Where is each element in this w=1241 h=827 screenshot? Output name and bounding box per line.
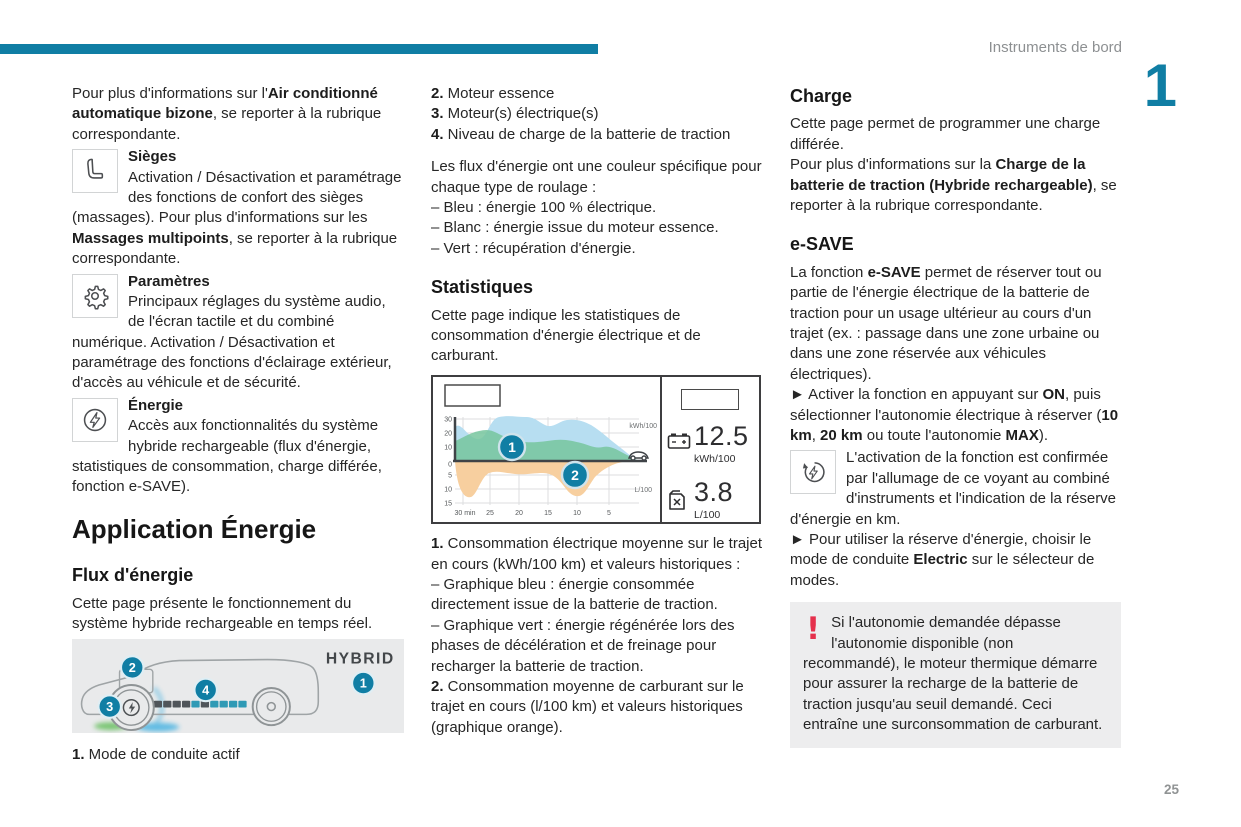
list-item: 3. Moteur(s) électrique(s) (431, 105, 599, 123)
electric-unit: kWh/100 (694, 452, 736, 465)
svg-text:15: 15 (544, 509, 552, 517)
svg-text:10: 10 (573, 509, 581, 517)
column-right (790, 84, 1121, 748)
consumption-chart (433, 377, 660, 520)
battery-icon (667, 432, 694, 456)
screen-tab-button (681, 389, 739, 410)
heading-statistiques: Statistiques (431, 277, 534, 298)
gear-icon (72, 274, 118, 318)
esave-indicator-icon (790, 450, 836, 494)
diagram-caption-1: 1. Mode de conduite actif (72, 746, 240, 764)
screen-tab-button (445, 385, 500, 406)
section-parametres (72, 272, 404, 394)
svg-text:2: 2 (128, 660, 136, 676)
chart-area-orange (455, 461, 631, 497)
energy-icon (72, 398, 118, 442)
svg-text:3: 3 (106, 699, 114, 715)
svg-text:20: 20 (444, 430, 452, 438)
svg-text:15: 15 (444, 500, 452, 508)
list-item: 2. Moteur essence (431, 85, 555, 102)
fuel-readout (667, 479, 759, 522)
section-title-sieges: Sièges (128, 148, 177, 166)
car-icon (629, 452, 648, 460)
svg-text:10: 10 (444, 444, 452, 452)
unit-label-kwh: kWh/100 (629, 422, 657, 430)
svg-text:30 min: 30 min (454, 509, 476, 517)
section-title-energie: Énergie (128, 396, 184, 414)
hybrid-car-illustration (72, 639, 404, 733)
charge-paragraph-1: Cette page permet de programmer une charge différée. (790, 115, 1101, 153)
flux-color-blanc: – Blanc : énergie issue du moteur essence. (431, 219, 719, 237)
electric-readout (667, 420, 759, 466)
legend-1: 1. Consommation électrique moyenne sur le trajet en cours (kWh/100 km) et valeurs historiques : (431, 535, 763, 573)
flux-colors-intro: Les flux d'énergie ont une couleur spécifique pour chaque type de roulage : (431, 158, 762, 196)
svg-text:25: 25 (486, 509, 494, 517)
svg-text:5: 5 (607, 509, 611, 517)
svg-text:10: 10 (444, 486, 452, 494)
column-left (72, 84, 404, 766)
accent-bar (0, 44, 598, 54)
heading-esave: e-SAVE (790, 234, 854, 255)
section-energie (72, 396, 404, 498)
hybrid-label: HYBRID (325, 650, 395, 668)
fuel-unit: L/100 (694, 509, 721, 522)
warning-text: Si l'autonomie demandée dépasse l'autonomie disponible (non recommandé), le moteur thermique démarre pour assurer la recharge de la batterie de traction jusqu'au seuil demandé. Ceci entraîne une surconsommation de carburant. (803, 614, 1103, 734)
unit-label-l: L/100 (634, 486, 652, 494)
traction-battery-bar (154, 701, 247, 708)
esave-paragraph-1: La fonction e-SAVE permet de réserver tout ou partie de l'énergie électrique de la batterie de traction pour un usage ultérieur au cours d'un trajet (ex. : passage dans une zone urbaine ou dans une zone réservée aux véhicules électriques). (790, 263, 1102, 383)
legend-1-bleu: – Graphique bleu : énergie consommée directement issue de la batterie de traction. (431, 576, 718, 614)
heading-flux: Flux d'énergie (72, 565, 194, 586)
heading-charge: Charge (790, 86, 853, 106)
esave-indicator-text: L'activation de la fonction est confirmée par l'allumage de ce voyant au combiné d'instruments et l'indication de la réserve d'énergie en km. (790, 449, 1117, 528)
svg-text:0: 0 (448, 461, 452, 469)
stats-paragraph: Cette page indique les statistiques de consommation d'énergie électrique et de carburant. (431, 306, 701, 365)
page-number: 25 (1163, 782, 1179, 797)
electric-value: 12.5 (694, 420, 749, 451)
section-body-energie: Accès aux fonctionnalités du système hybride rechargeable (flux d'énergie, statistiques de consommation, charge différée, fonction e-SAVE). (72, 417, 382, 496)
fuel-can-icon (667, 488, 694, 518)
flux-color-vert: – Vert : récupération d'énergie. (431, 239, 636, 257)
section-body-parametres: Principaux réglages du système audio, de l'écran tactile et du combiné numérique. Activation / Désactivation et paramétrage des fonctions d'éclairage extérieur, d'accès au véhicule et de sécurité. (72, 292, 392, 392)
legend-2: 2. Consommation moyenne de carburant sur le trajet en cours (l/100 km) et valeurs historiques (graphique orange). (431, 678, 744, 736)
esave-indicator-block (790, 448, 1121, 530)
flux-color-bleu: – Bleu : énergie 100 % électrique. (431, 198, 657, 216)
svg-text:2: 2 (571, 466, 579, 483)
statistics-screen (431, 375, 761, 525)
legend-1-vert: – Graphique vert : énergie régénérée lors des phases de décélération et de freinage pour recharger la batterie de traction. (431, 616, 735, 675)
column-middle (431, 84, 763, 738)
flux-paragraph: Cette page présente le fonctionnement du système hybride rechargeable en temps réel. (72, 594, 373, 633)
charge-paragraph-2: Pour plus d'informations sur la Charge de la batterie de traction (Hybride rechargeable), se reporter à la rubrique correspondante. (790, 156, 1117, 215)
section-title-parametres: Paramètres (128, 272, 210, 290)
seat-icon (72, 149, 118, 193)
esave-paragraph-2: ► Activer la fonction en appuyant sur ON, puis sélectionner l'autonomie électrique à réserver (10 km, 20 km ou toute l'autonomie MAX). (790, 386, 1119, 445)
warning-box (790, 602, 1121, 748)
consumption-readouts (660, 377, 759, 523)
svg-text:20: 20 (515, 509, 523, 517)
intro-paragraph: Pour plus d'informations sur l'Air conditionné automatique bizone, se reporter à la rubrique correspondante. (72, 85, 382, 143)
section-body-sieges: Activation / Désactivation et paramétrage des fonctions de confort des sièges (massages). Pour plus d'informations sur les Massages multipoints, se reporter à la rubrique correspondante. (72, 168, 402, 268)
running-header: Instruments de bord (988, 39, 1122, 56)
chapter-number: 1 (1143, 52, 1177, 119)
svg-text:1: 1 (508, 438, 516, 455)
svg-text:1: 1 (359, 675, 367, 691)
exclamation-icon: ! (806, 611, 821, 648)
fuel-value: 3.8 (694, 477, 734, 508)
svg-text:4: 4 (202, 682, 210, 698)
page-title: Application Énergie (72, 513, 317, 544)
list-item: 4. Niveau de charge de la batterie de traction (431, 125, 731, 143)
svg-text:30: 30 (444, 416, 452, 424)
section-sieges (72, 147, 404, 269)
esave-paragraph-3: ► Pour utiliser la réserve d'énergie, choisir le mode de conduite Electric sur le sélecteur de modes. (790, 530, 1095, 589)
svg-text:5: 5 (448, 472, 452, 480)
